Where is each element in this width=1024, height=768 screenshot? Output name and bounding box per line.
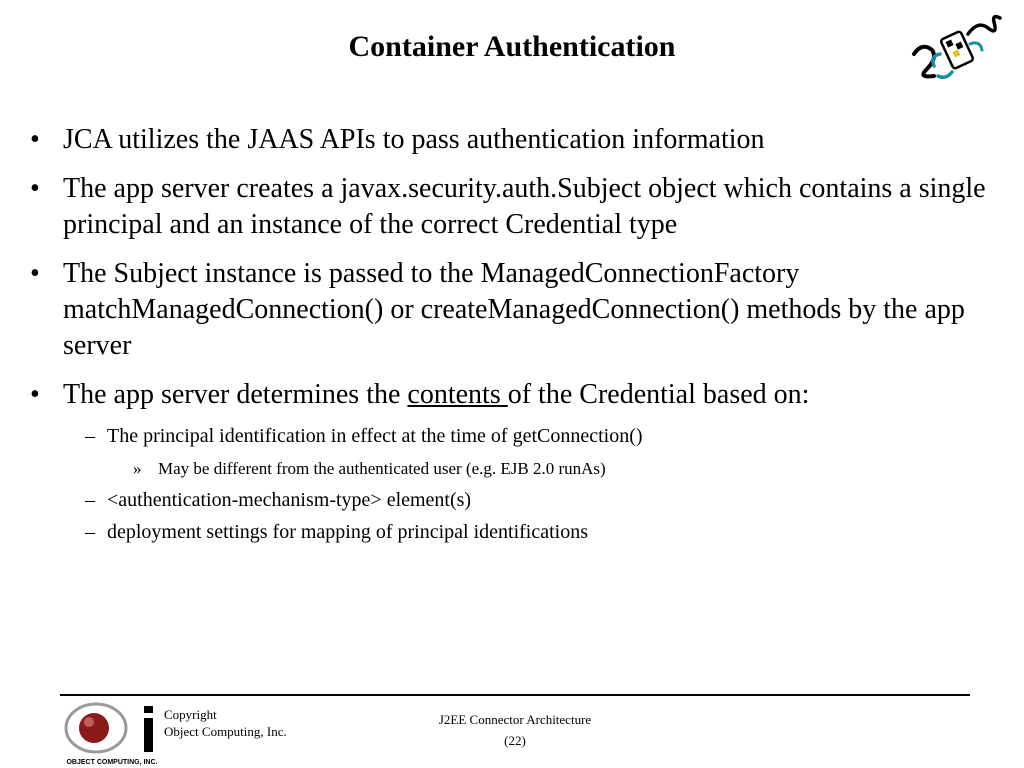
- footer-presentation-title: J2EE Connector Architecture: [438, 712, 592, 727]
- page-number: (22): [504, 733, 526, 748]
- sub-bullet-text: The principal identification in effect at the time of getConnection(): [107, 425, 643, 447]
- sub-bullet-text: deployment settings for mapping of principal identifications: [107, 521, 589, 543]
- underlined-text: contents: [407, 379, 508, 410]
- bullet-item: [30, 171, 1000, 243]
- sub-sub-bullet-text: May be different from the authenticated user (e.g. EJB 2.0 runAs): [158, 459, 606, 478]
- sub-bullet-text: <authentication-mechanism-type> element(s): [107, 489, 472, 511]
- footer-center: [380, 709, 650, 751]
- sub-bullet-marker: –: [85, 489, 95, 511]
- bullet-marker: •: [30, 258, 40, 289]
- bullet-text: The app server creates a javax.security.auth.Subject object which contains a single principal and an instance of the correct Credential type: [63, 173, 986, 240]
- bullet-marker: •: [30, 124, 40, 155]
- sub-bullet-item: [30, 487, 1000, 513]
- footer-copyright: [164, 706, 287, 740]
- bullet-text: JCA utilizes the JAAS APIs to pass authentication information: [63, 124, 765, 155]
- copyright-company: Object Computing, Inc.: [164, 724, 287, 739]
- copyright-label: Copyright: [164, 707, 217, 722]
- oci-logo-text: OBJECT COMPUTING, INC.: [66, 759, 158, 766]
- sub-bullet-item: [30, 423, 1000, 449]
- bullet-item: [30, 377, 1000, 413]
- bullet-text: of the Credential based on:: [507, 379, 810, 410]
- sub-sub-bullet-marker: »: [133, 459, 142, 478]
- bullet-text: The app server determines the: [63, 379, 408, 410]
- slide-body: [30, 122, 1000, 554]
- sub-bullet-item: [30, 519, 1000, 545]
- bullet-text: The Subject instance is passed to the ManagedConnectionFactory matchManagedConnection() or createManagedConnection() methods by the app server: [63, 258, 965, 361]
- sub-bullet-marker: –: [85, 521, 95, 543]
- slide-title: Container Authentication: [348, 30, 676, 63]
- oci-logo: [62, 700, 162, 766]
- sub-sub-bullet-item: [30, 458, 1000, 480]
- bullet-item: [30, 256, 1000, 364]
- sub-bullet-marker: –: [85, 425, 95, 447]
- j2ee-doodle-logo: [908, 14, 1004, 84]
- bullet-marker: •: [30, 173, 40, 204]
- bullet-item: [30, 122, 1000, 158]
- footer-divider: [60, 694, 970, 696]
- bullet-marker: •: [30, 379, 40, 410]
